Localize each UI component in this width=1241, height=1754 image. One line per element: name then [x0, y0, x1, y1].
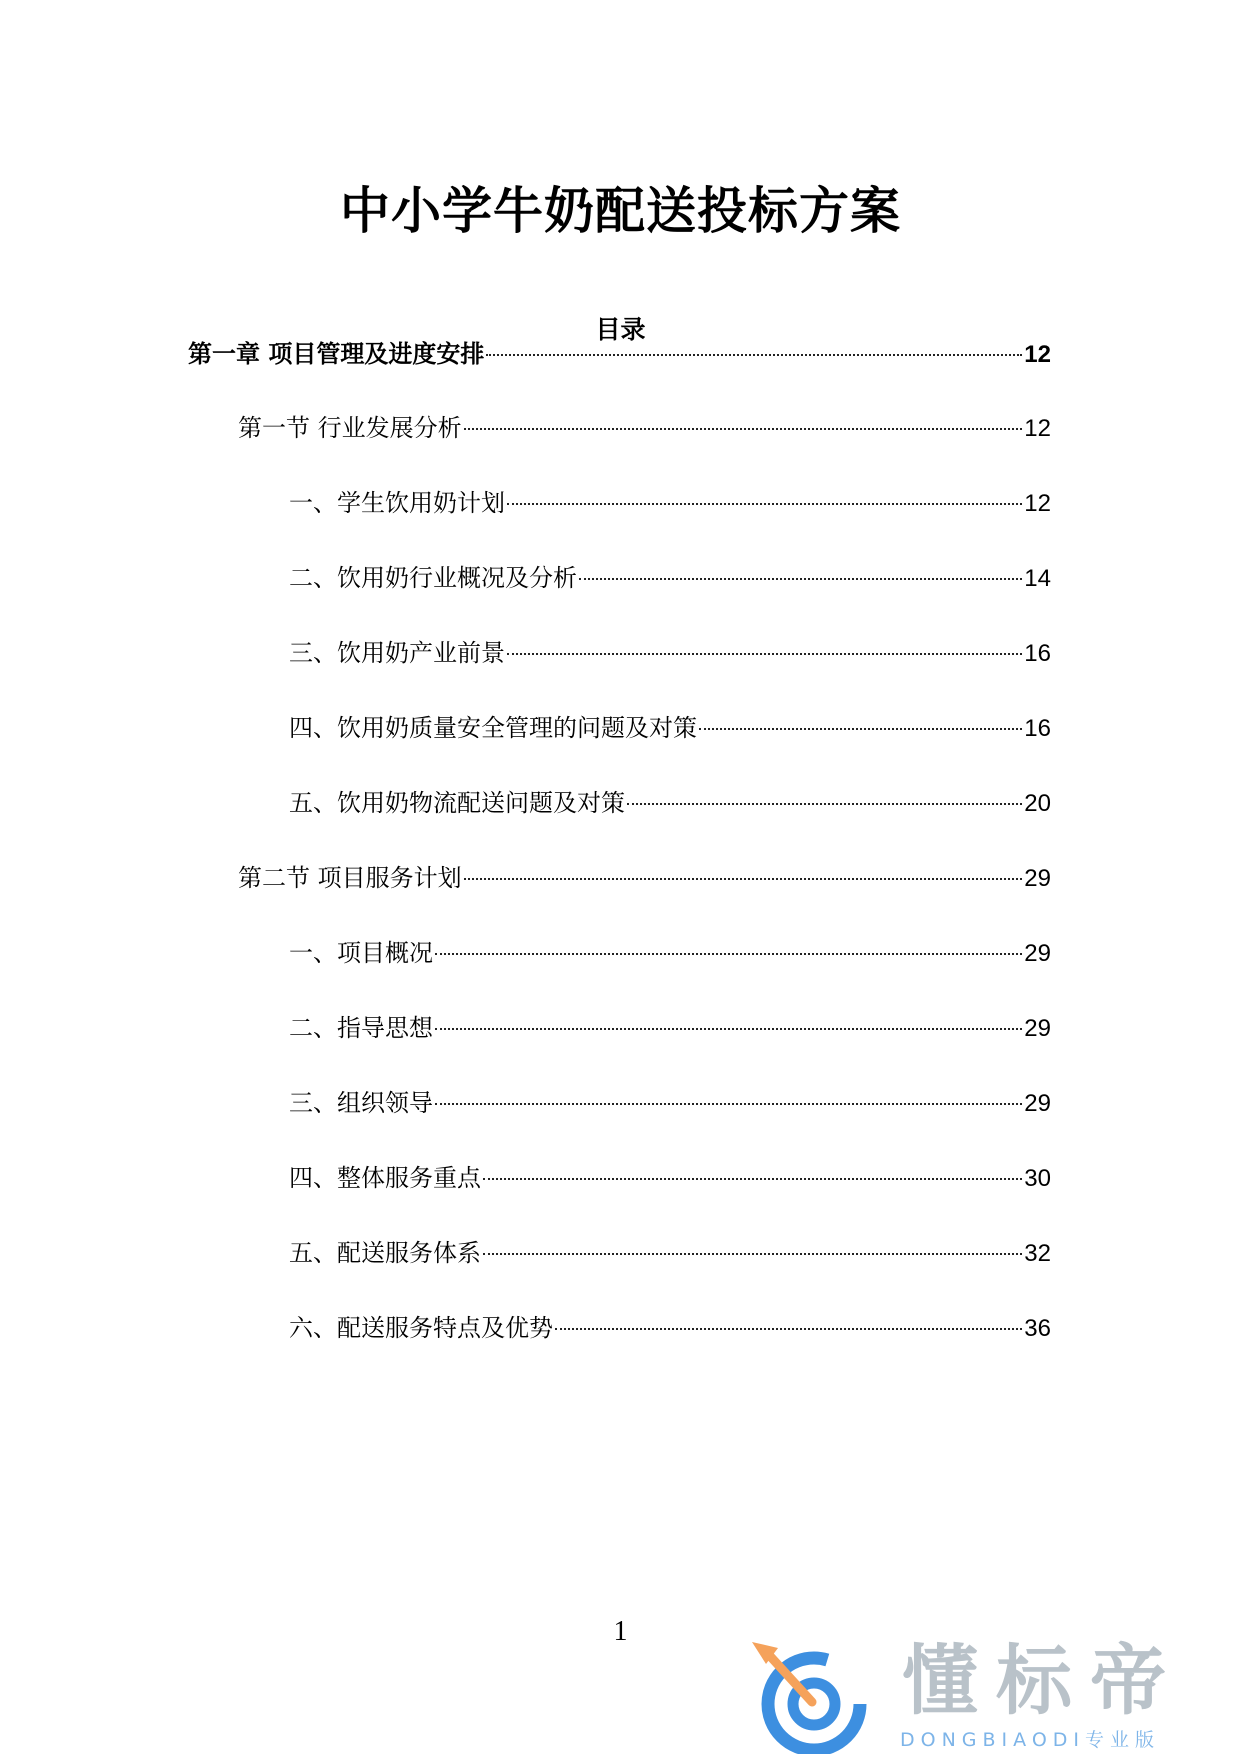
toc-entry-item[interactable] — [289, 486, 1051, 521]
toc-entry-page: 20 — [1024, 790, 1051, 817]
toc-entry-label: 五、配送服务体系 — [289, 1239, 481, 1267]
toc-entry-label: 一、项目概况 — [289, 939, 433, 967]
toc-dot-leader — [579, 578, 1022, 580]
document-title: 中小学牛奶配送投标方案 — [340, 182, 901, 240]
toc-entry-page: 16 — [1024, 640, 1051, 667]
target-arrow-logo-icon — [742, 1628, 892, 1754]
toc-dot-leader — [627, 803, 1022, 805]
toc-entry-page: 29 — [1024, 940, 1051, 967]
toc-entry-section-1[interactable] — [238, 411, 1051, 446]
toc-dot-leader — [483, 1178, 1022, 1180]
toc-entry-item[interactable] — [289, 1161, 1051, 1196]
toc-dot-leader — [435, 953, 1022, 955]
toc-entry-chapter-1[interactable] — [188, 337, 1051, 372]
toc-entry-label: 第二节 项目服务计划 — [238, 864, 462, 892]
toc-dot-leader — [464, 428, 1023, 430]
watermark-brand-subtitle: DONGBIAODI专业版 — [900, 1729, 1161, 1751]
toc-entry-page: 32 — [1024, 1240, 1051, 1267]
toc-entry-page: 14 — [1024, 565, 1051, 592]
toc-dot-leader — [435, 1028, 1022, 1030]
toc-entry-label: 一、学生饮用奶计划 — [289, 489, 505, 517]
toc-entry-page: 12 — [1024, 490, 1051, 517]
toc-entry-label: 三、组织领导 — [289, 1089, 433, 1117]
toc-entry-page: 29 — [1024, 1015, 1051, 1042]
toc-dot-leader — [507, 503, 1022, 505]
watermark-brand-name: 懂标帝 — [902, 1636, 1184, 1725]
toc-dot-leader — [464, 878, 1023, 880]
watermark — [742, 1628, 1241, 1754]
toc-heading: 目录 — [595, 315, 646, 344]
toc-entry-item[interactable] — [289, 1311, 1051, 1346]
toc-entry-label: 二、指导思想 — [289, 1014, 433, 1042]
toc-entry-label: 六、配送服务特点及优势 — [289, 1314, 553, 1342]
toc-entry-item[interactable] — [289, 1086, 1051, 1121]
toc-dot-leader — [699, 728, 1022, 730]
page-number: 1 — [613, 1616, 628, 1647]
toc-entry-item[interactable] — [289, 1236, 1051, 1271]
toc-dot-leader — [483, 1253, 1022, 1255]
toc-entry-page: 30 — [1024, 1165, 1051, 1192]
toc-entry-item[interactable] — [289, 936, 1051, 971]
toc-dot-leader — [555, 1328, 1022, 1330]
toc-entry-item[interactable] — [289, 711, 1051, 746]
toc-entry-item[interactable] — [289, 786, 1051, 821]
toc-dot-leader — [486, 354, 1022, 356]
toc-entry-label: 五、饮用奶物流配送问题及对策 — [289, 789, 625, 817]
toc-entry-page: 29 — [1024, 1090, 1051, 1117]
toc-dot-leader — [435, 1103, 1022, 1105]
toc-entry-label: 第一章 项目管理及进度安排 — [188, 340, 485, 368]
toc-entry-item[interactable] — [289, 561, 1051, 596]
toc-entry-label: 二、饮用奶行业概况及分析 — [289, 564, 577, 592]
toc-entry-item[interactable] — [289, 636, 1051, 671]
toc-entry-section-2[interactable] — [238, 861, 1051, 896]
toc-entry-page: 12 — [1024, 415, 1051, 442]
toc-entry-page: 29 — [1024, 865, 1051, 892]
toc-entry-page: 36 — [1024, 1315, 1051, 1342]
toc-entry-label: 三、饮用奶产业前景 — [289, 639, 505, 667]
toc-entry-label: 第一节 行业发展分析 — [238, 414, 462, 442]
toc-entry-page: 16 — [1024, 715, 1051, 742]
toc-entry-label: 四、整体服务重点 — [289, 1164, 481, 1192]
toc-entry-label: 四、饮用奶质量安全管理的问题及对策 — [289, 714, 697, 742]
toc-entry-item[interactable] — [289, 1011, 1051, 1046]
toc-entry-page: 12 — [1024, 341, 1051, 368]
toc-dot-leader — [507, 653, 1022, 655]
